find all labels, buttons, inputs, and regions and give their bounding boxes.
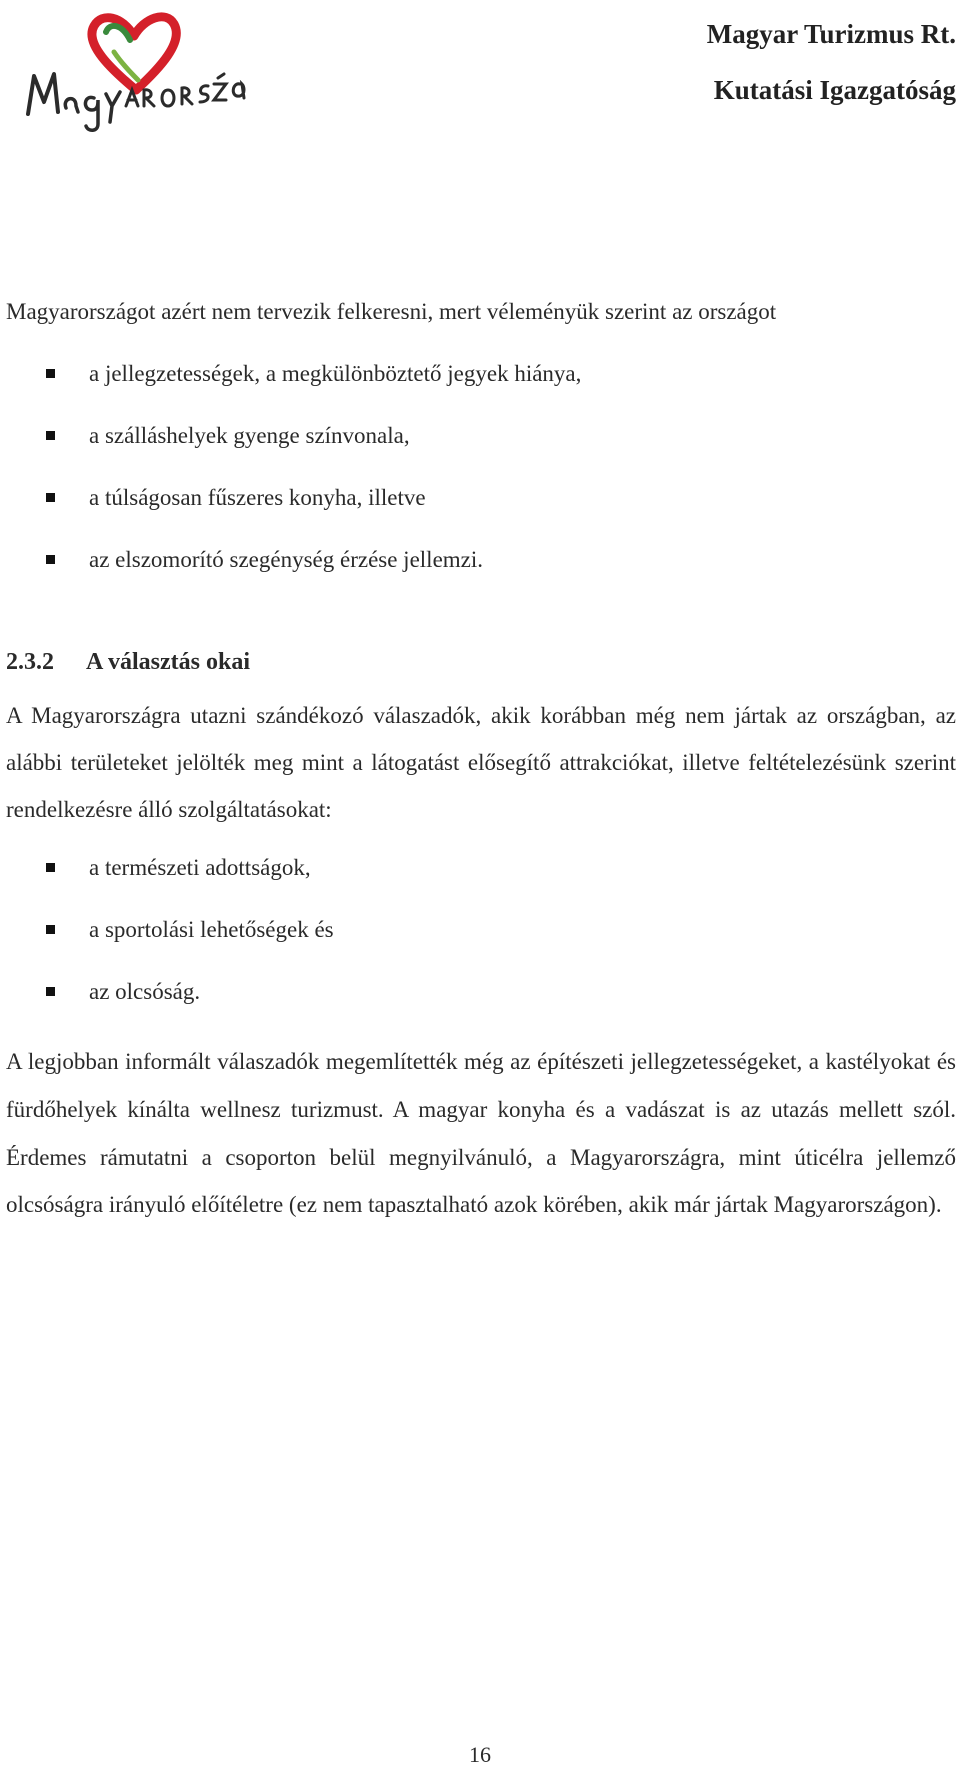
square-bullet-icon: [46, 987, 55, 996]
square-bullet-icon: [46, 555, 55, 564]
square-bullet-icon: [46, 863, 55, 872]
square-bullet-icon: [46, 369, 55, 378]
list-item: a természeti adottságok,: [6, 851, 334, 913]
organization-name: Magyar Turizmus Rt.: [706, 19, 956, 49]
magyarorszag-logo: [14, 6, 264, 146]
paragraph-informed-respondents: A legjobban informált válaszadók megemlítették még az építészeti jellegzetességeket, a kastélyokat és fürdőhelyek kínálta wellnesz turizmust. A magyar konyha és a vadászat is az utazás mellett szól. Érdemes rámutatni a csoporton belül megnyilvánuló, a Magyarországra, mint úticélra jellemző olcsóságra irányuló előítéletre (ez nem tapasztalható azok körében, akik már jártak Magyarországon).: [6, 1049, 956, 1218]
list-item: az elszomorító szegénység érzése jellemzi.: [6, 543, 581, 605]
reasons-list: [6, 357, 581, 605]
section-title: A választás okai: [86, 649, 251, 675]
list-item: a túlságosan fűszeres konyha, illetve: [6, 481, 581, 543]
paragraph-attractions: A Magyarországra utazni szándékozó válaszadók, akik korábban még nem jártak az országban, az alábbi területeket jelölték meg mint a látogatást elősegítő attrakciókat, illetve feltételezésünk szerint rendelkezésre álló szolgáltatásokat:: [6, 703, 956, 822]
section-heading: [6, 645, 250, 679]
list-item: a szálláshelyek gyenge színvonala,: [6, 419, 581, 481]
department-name: Kutatási Igazgatóság: [713, 75, 956, 105]
square-bullet-icon: [46, 431, 55, 440]
list-item: a sportolási lehetőségek és: [6, 913, 334, 975]
intro-sentence: Magyarországot azért nem tervezik felkeresni, mert véleményük szerint az országot: [6, 299, 777, 324]
list-item: a jellegzetességek, a megkülönböztető jegyek hiánya,: [6, 357, 581, 419]
square-bullet-icon: [46, 925, 55, 934]
list-item: az olcsóság.: [6, 975, 334, 1037]
page-number: 16: [469, 1742, 491, 1767]
section-number: 2.3.2: [6, 649, 54, 675]
square-bullet-icon: [46, 493, 55, 502]
attractions-list: [6, 851, 334, 1037]
organization-header: [707, 6, 956, 118]
